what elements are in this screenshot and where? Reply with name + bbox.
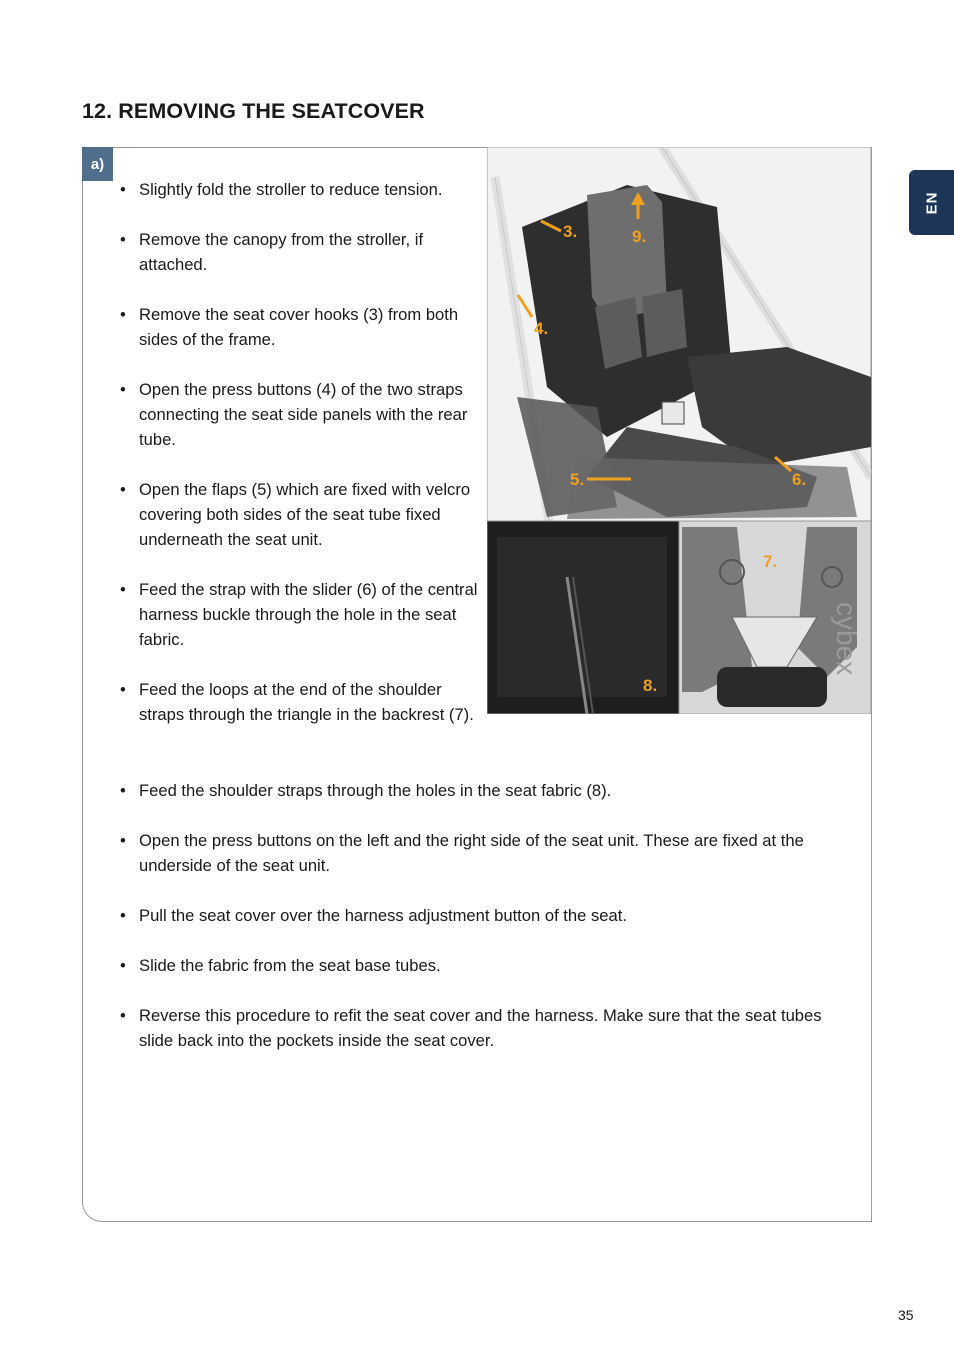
figure-photos <box>487 147 871 714</box>
callout-9: 9. <box>632 227 647 246</box>
callout-5: 5. <box>570 470 585 489</box>
list-item: • Open the press buttons on the left and the right side of the seat unit. These are fixed at the underside of the seat unit. <box>120 828 850 878</box>
list-item: • Slide the fabric from the seat base tubes. <box>120 953 850 978</box>
list-item: • Remove the canopy from the stroller, if attached. <box>120 227 480 277</box>
page-title: 12. REMOVING THE SEATCOVER <box>82 99 425 123</box>
page-number: 35 <box>898 1307 914 1323</box>
step-label: a) <box>82 147 113 181</box>
brand-text: cybex <box>831 602 862 676</box>
instruction-list-top <box>120 177 480 752</box>
callout-7: 7. <box>763 552 778 571</box>
callout-3: 3. <box>563 222 578 241</box>
language-tab <box>909 170 954 235</box>
list-item: • Slightly fold the stroller to reduce tension. <box>120 177 480 202</box>
list-item: • Reverse this procedure to refit the seat cover and the harness. Make sure that the seat tubes slide back into the pockets inside the seat cover. <box>120 1003 850 1053</box>
list-item: • Remove the seat cover hooks (3) from both sides of the frame. <box>120 302 480 352</box>
callout-4: 4. <box>534 319 549 338</box>
list-item: • Feed the shoulder straps through the holes in the seat fabric (8). <box>120 778 850 803</box>
callout-8: 8. <box>643 676 658 695</box>
list-item: • Open the press buttons (4) of the two straps connecting the seat side panels with the rear tube. <box>120 377 480 452</box>
list-item: • Pull the seat cover over the harness adjustment button of the seat. <box>120 903 850 928</box>
language-tab-label: EN <box>923 191 940 214</box>
callout-6: 6. <box>792 470 807 489</box>
list-item: • Open the flaps (5) which are fixed with velcro covering both sides of the seat tube fixed underneath the seat unit. <box>120 477 480 552</box>
list-item: • Feed the strap with the slider (6) of the central harness buckle through the hole in the seat fabric. <box>120 577 480 652</box>
list-item: • Feed the loops at the end of the shoulder straps through the triangle in the backrest (7). <box>120 677 480 727</box>
instruction-list-bottom <box>120 778 850 1078</box>
